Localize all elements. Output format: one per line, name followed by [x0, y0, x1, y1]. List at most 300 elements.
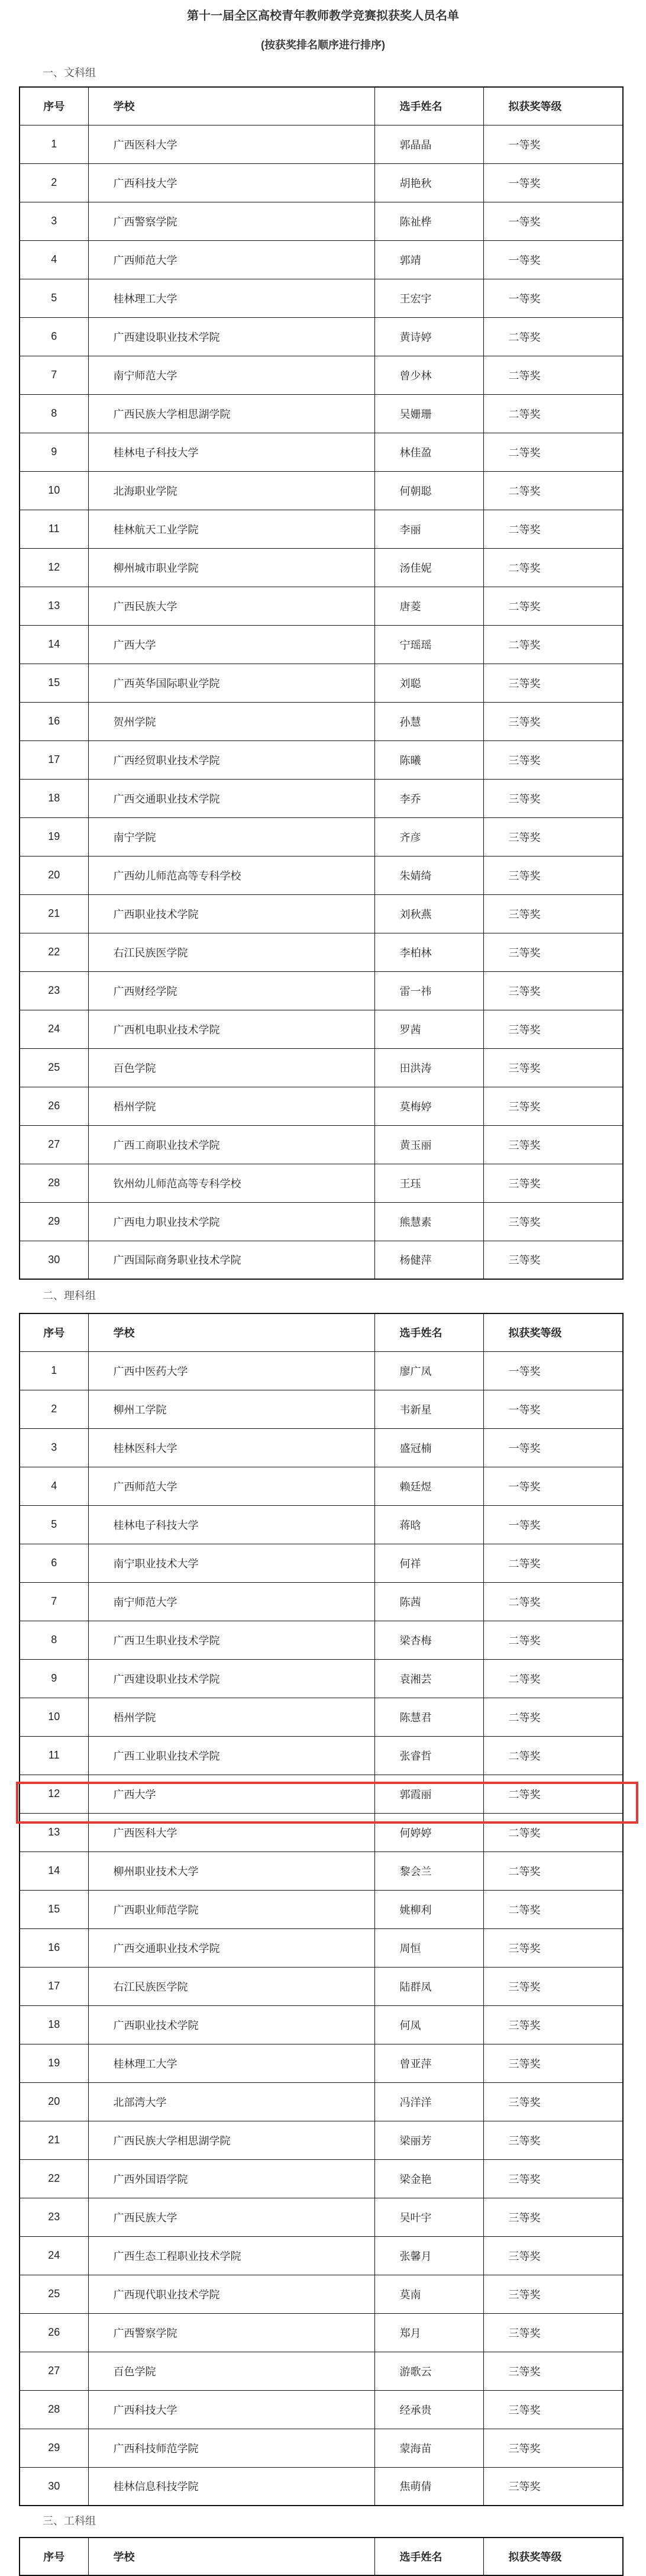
award-cell: 一等奖 — [483, 240, 623, 279]
table-row — [20, 856, 623, 894]
award-cell: 一等奖 — [483, 1390, 623, 1428]
school-cell: 广西生态工程职业技术学院 — [88, 2236, 374, 2275]
award-cell: 一等奖 — [483, 125, 623, 163]
award-cell: 三等奖 — [483, 2159, 623, 2198]
school-cell: 广西机电职业技术学院 — [88, 1010, 374, 1048]
award-cell: 二等奖 — [483, 1582, 623, 1621]
row-no-cell: 29 — [20, 1202, 88, 1241]
contestant-cell: 何凤 — [374, 2005, 483, 2044]
contestant-cell: 何祥 — [374, 1544, 483, 1582]
contestant-cell: 黎会兰 — [374, 1852, 483, 1890]
contestant-cell: 韦新星 — [374, 1390, 483, 1428]
school-cell: 南宁学院 — [88, 817, 374, 856]
award-cell: 二等奖 — [483, 587, 623, 625]
table-row — [20, 1164, 623, 1202]
contestant-cell: 莫梅婷 — [374, 1087, 483, 1125]
award-cell: 二等奖 — [483, 625, 623, 664]
contestant-cell: 熊慧素 — [374, 1202, 483, 1241]
school-cell: 广西交通职业技术学院 — [88, 779, 374, 817]
column-header: 选手姓名 — [374, 2538, 483, 2575]
school-cell: 广西大学 — [88, 1775, 374, 1813]
contestant-cell: 何婷婷 — [374, 1813, 483, 1852]
contestant-cell: 蒋晗 — [374, 1505, 483, 1544]
award-cell: 一等奖 — [483, 202, 623, 240]
award-cell: 二等奖 — [483, 1698, 623, 1736]
contestant-cell: 曾亚萍 — [374, 2044, 483, 2082]
table-row — [20, 1125, 623, 1164]
row-no-cell: 14 — [20, 625, 88, 664]
award-cell: 二等奖 — [483, 394, 623, 433]
school-cell: 广西交通职业技术学院 — [88, 1928, 374, 1967]
contestant-cell: 郭霞丽 — [374, 1775, 483, 1813]
contestant-cell: 陆群凤 — [374, 1967, 483, 2005]
row-no-cell: 21 — [20, 2121, 88, 2159]
school-cell: 广西警察学院 — [88, 202, 374, 240]
table-row — [20, 1505, 623, 1544]
row-no-cell: 25 — [20, 1048, 88, 1087]
school-cell: 广西幼儿师范高等专科学校 — [88, 856, 374, 894]
award-cell: 三等奖 — [483, 1048, 623, 1087]
row-no-cell: 8 — [20, 394, 88, 433]
table-row — [20, 779, 623, 817]
row-no-cell: 19 — [20, 817, 88, 856]
contestant-cell: 梁金艳 — [374, 2159, 483, 2198]
row-no-cell: 3 — [20, 1428, 88, 1467]
table-row — [20, 1467, 623, 1505]
table-row — [20, 1582, 623, 1621]
column-header: 序号 — [20, 2538, 88, 2575]
award-cell: 一等奖 — [483, 279, 623, 317]
row-no-cell: 10 — [20, 1698, 88, 1736]
school-cell: 桂林电子科技大学 — [88, 1505, 374, 1544]
header-row — [20, 2538, 623, 2575]
row-no-cell: 13 — [20, 587, 88, 625]
row-no-cell: 7 — [20, 356, 88, 394]
table-row — [20, 2429, 623, 2467]
table-row — [20, 163, 623, 202]
table-row — [20, 1967, 623, 2005]
row-no-cell: 16 — [20, 702, 88, 740]
table-row — [20, 1698, 623, 1736]
row-no-cell: 27 — [20, 1125, 88, 1164]
contestant-cell: 周恒 — [374, 1928, 483, 1967]
row-no-cell: 26 — [20, 2313, 88, 2352]
contestant-cell: 廖广凤 — [374, 1351, 483, 1390]
table-row — [20, 702, 623, 740]
award-cell: 三等奖 — [483, 2429, 623, 2467]
table-row — [20, 1928, 623, 1967]
row-no-cell: 15 — [20, 664, 88, 702]
school-cell: 广西建设职业技术学院 — [88, 1659, 374, 1698]
contestant-cell: 郑月 — [374, 2313, 483, 2352]
table-row — [20, 1390, 623, 1428]
award-cell: 三等奖 — [483, 2044, 623, 2082]
school-cell: 广西民族大学相思湖学院 — [88, 2121, 374, 2159]
row-no-cell: 16 — [20, 1928, 88, 1967]
school-cell: 广西职业技术学院 — [88, 2005, 374, 2044]
school-cell: 南宁师范大学 — [88, 356, 374, 394]
table-row — [20, 1048, 623, 1087]
table-row — [20, 1428, 623, 1467]
school-cell: 广西工业职业技术学院 — [88, 1736, 374, 1775]
award-cell: 三等奖 — [483, 2121, 623, 2159]
school-cell: 广西科技大学 — [88, 2390, 374, 2429]
school-cell: 钦州幼儿师范高等专科学校 — [88, 1164, 374, 1202]
school-cell: 广西职业技术学院 — [88, 894, 374, 933]
table-row — [20, 933, 623, 971]
school-cell: 百色学院 — [88, 2352, 374, 2390]
school-cell: 广西建设职业技术学院 — [88, 317, 374, 356]
contestant-cell: 曾少林 — [374, 356, 483, 394]
school-cell: 桂林电子科技大学 — [88, 433, 374, 471]
row-no-cell: 7 — [20, 1582, 88, 1621]
award-cell: 二等奖 — [483, 471, 623, 510]
school-cell: 广西民族大学 — [88, 587, 374, 625]
row-no-cell: 11 — [20, 510, 88, 548]
row-no-cell: 4 — [20, 240, 88, 279]
row-no-cell: 17 — [20, 740, 88, 779]
award-cell: 二等奖 — [483, 1852, 623, 1890]
table-row — [20, 202, 623, 240]
table-row — [20, 1813, 623, 1852]
school-cell: 广西财经学院 — [88, 971, 374, 1010]
row-no-cell: 19 — [20, 2044, 88, 2082]
award-cell: 三等奖 — [483, 1202, 623, 1241]
award-cell: 三等奖 — [483, 933, 623, 971]
column-header: 选手姓名 — [374, 1313, 483, 1351]
school-cell: 广西警察学院 — [88, 2313, 374, 2352]
row-no-cell: 20 — [20, 2082, 88, 2121]
school-cell: 广西现代职业技术学院 — [88, 2275, 374, 2313]
table-row — [20, 2390, 623, 2429]
contestant-cell: 焦萌倩 — [374, 2467, 483, 2506]
row-no-cell: 22 — [20, 2159, 88, 2198]
award-cell: 二等奖 — [483, 1813, 623, 1852]
contestant-cell: 何朝聪 — [374, 471, 483, 510]
table-row — [20, 1351, 623, 1390]
contestant-cell: 陈祉桦 — [374, 202, 483, 240]
row-no-cell: 24 — [20, 1010, 88, 1048]
row-no-cell: 1 — [20, 125, 88, 163]
table-row — [20, 664, 623, 702]
contestant-cell: 陈茜 — [374, 1582, 483, 1621]
contestant-cell: 田洪涛 — [374, 1048, 483, 1087]
school-cell: 柳州职业技术大学 — [88, 1852, 374, 1890]
row-no-cell: 15 — [20, 1890, 88, 1928]
sections-container — [0, 65, 646, 2576]
table-row — [20, 125, 623, 163]
school-cell: 梧州学院 — [88, 1087, 374, 1125]
award-cell: 三等奖 — [483, 856, 623, 894]
award-cell: 三等奖 — [483, 702, 623, 740]
table-row — [20, 587, 623, 625]
table-row — [20, 356, 623, 394]
column-header: 序号 — [20, 87, 88, 125]
award-cell: 二等奖 — [483, 1659, 623, 1698]
column-header: 拟获奖等级 — [483, 1313, 623, 1351]
row-no-cell: 6 — [20, 1544, 88, 1582]
row-no-cell: 8 — [20, 1621, 88, 1659]
contestant-cell: 王珏 — [374, 1164, 483, 1202]
award-cell: 三等奖 — [483, 1010, 623, 1048]
school-cell: 广西国际商务职业技术学院 — [88, 1241, 374, 1279]
table-row — [20, 1890, 623, 1928]
school-cell: 右江民族医学院 — [88, 933, 374, 971]
school-cell: 北海职业学院 — [88, 471, 374, 510]
contestant-cell: 赖廷煜 — [374, 1467, 483, 1505]
row-no-cell: 20 — [20, 856, 88, 894]
row-no-cell: 2 — [20, 1390, 88, 1428]
school-cell: 北部湾大学 — [88, 2082, 374, 2121]
school-cell: 广西师范大学 — [88, 240, 374, 279]
award-cell: 三等奖 — [483, 664, 623, 702]
table-row — [20, 740, 623, 779]
award-cell: 二等奖 — [483, 317, 623, 356]
row-no-cell: 12 — [20, 548, 88, 587]
header-row — [20, 87, 623, 125]
page-subtitle: (按获奖排名顺序进行排序) — [261, 39, 385, 51]
contestant-cell: 汤佳妮 — [374, 548, 483, 587]
table-row — [20, 1736, 623, 1775]
row-no-cell: 5 — [20, 279, 88, 317]
award-cell: 三等奖 — [483, 779, 623, 817]
row-no-cell: 29 — [20, 2429, 88, 2467]
contestant-cell: 张馨月 — [374, 2236, 483, 2275]
table-row — [20, 1775, 623, 1813]
contestant-cell: 经承贵 — [374, 2390, 483, 2429]
table-row — [20, 433, 623, 471]
school-cell: 桂林信息科技学院 — [88, 2467, 374, 2506]
contestant-cell: 梁杏梅 — [374, 1621, 483, 1659]
table-row — [20, 510, 623, 548]
table-row — [20, 2005, 623, 2044]
school-cell: 梧州学院 — [88, 1698, 374, 1736]
row-no-cell: 9 — [20, 433, 88, 471]
award-cell: 三等奖 — [483, 2236, 623, 2275]
contestant-cell: 陈慧君 — [374, 1698, 483, 1736]
school-cell: 桂林理工大学 — [88, 279, 374, 317]
contestant-cell: 黄诗婷 — [374, 317, 483, 356]
school-cell: 桂林理工大学 — [88, 2044, 374, 2082]
row-no-cell: 28 — [20, 1164, 88, 1202]
school-cell: 广西科技师范学院 — [88, 2429, 374, 2467]
contestant-cell: 罗茜 — [374, 1010, 483, 1048]
award-cell: 三等奖 — [483, 2275, 623, 2313]
table-row — [20, 2313, 623, 2352]
award-cell: 三等奖 — [483, 2082, 623, 2121]
row-no-cell: 26 — [20, 1087, 88, 1125]
award-cell: 二等奖 — [483, 1621, 623, 1659]
award-cell: 三等奖 — [483, 1087, 623, 1125]
contestant-cell: 杨健萍 — [374, 1241, 483, 1279]
school-cell: 广西师范大学 — [88, 1467, 374, 1505]
table-row — [20, 1241, 623, 1279]
column-header: 学校 — [88, 1313, 374, 1351]
table-row — [20, 1544, 623, 1582]
awards-table — [19, 86, 624, 1280]
row-no-cell: 24 — [20, 2236, 88, 2275]
award-cell: 三等奖 — [483, 2390, 623, 2429]
award-cell: 三等奖 — [483, 894, 623, 933]
award-cell: 二等奖 — [483, 1890, 623, 1928]
row-no-cell: 6 — [20, 317, 88, 356]
award-cell: 二等奖 — [483, 1775, 623, 1813]
award-cell: 三等奖 — [483, 2198, 623, 2236]
award-cell: 二等奖 — [483, 433, 623, 471]
award-cell: 一等奖 — [483, 1351, 623, 1390]
table-row — [20, 2198, 623, 2236]
contestant-cell: 姚柳利 — [374, 1890, 483, 1928]
award-cell: 三等奖 — [483, 817, 623, 856]
column-header: 选手姓名 — [374, 87, 483, 125]
school-cell: 广西英华国际职业学院 — [88, 664, 374, 702]
contestant-cell: 朱婧绮 — [374, 856, 483, 894]
school-cell: 南宁职业技术大学 — [88, 1544, 374, 1582]
row-no-cell: 3 — [20, 202, 88, 240]
contestant-cell: 吴叶宇 — [374, 2198, 483, 2236]
award-cell: 一等奖 — [483, 163, 623, 202]
school-cell: 柳州工学院 — [88, 1390, 374, 1428]
row-no-cell: 27 — [20, 2352, 88, 2390]
table-row — [20, 2275, 623, 2313]
column-header: 拟获奖等级 — [483, 2538, 623, 2575]
row-no-cell: 12 — [20, 1775, 88, 1813]
school-cell: 百色学院 — [88, 1048, 374, 1087]
award-cell: 一等奖 — [483, 1467, 623, 1505]
award-cell: 一等奖 — [483, 1505, 623, 1544]
header-row — [20, 1313, 623, 1351]
column-header: 学校 — [88, 87, 374, 125]
school-cell: 广西卫生职业技术学院 — [88, 1621, 374, 1659]
school-cell: 广西大学 — [88, 625, 374, 664]
row-no-cell: 14 — [20, 1852, 88, 1890]
row-no-cell: 17 — [20, 1967, 88, 2005]
row-no-cell: 1 — [20, 1351, 88, 1390]
school-cell: 桂林医科大学 — [88, 1428, 374, 1467]
award-cell: 三等奖 — [483, 2313, 623, 2352]
contestant-cell: 蒙海苗 — [374, 2429, 483, 2467]
table-row — [20, 2159, 623, 2198]
school-cell: 广西医科大学 — [88, 1813, 374, 1852]
contestant-cell: 雷一祎 — [374, 971, 483, 1010]
column-header: 序号 — [20, 1313, 88, 1351]
table-row — [20, 1010, 623, 1048]
column-header: 学校 — [88, 2538, 374, 2575]
award-cell: 二等奖 — [483, 1544, 623, 1582]
row-no-cell: 30 — [20, 1241, 88, 1279]
page-title: 第十一届全区高校青年教师教学竞赛拟获奖人员名单 — [187, 9, 459, 22]
school-cell: 南宁师范大学 — [88, 1582, 374, 1621]
contestant-cell: 孙慧 — [374, 702, 483, 740]
table-row — [20, 625, 623, 664]
award-cell: 三等奖 — [483, 1967, 623, 2005]
table-row — [20, 1621, 623, 1659]
school-cell: 广西经贸职业技术学院 — [88, 740, 374, 779]
contestant-cell: 黄玉丽 — [374, 1125, 483, 1164]
contestant-cell: 李乔 — [374, 779, 483, 817]
school-cell: 广西电力职业技术学院 — [88, 1202, 374, 1241]
award-cell: 二等奖 — [483, 356, 623, 394]
section-label: 三、工科组 — [43, 2515, 96, 2527]
contestant-cell: 王宏宇 — [374, 279, 483, 317]
row-no-cell: 23 — [20, 2198, 88, 2236]
contestant-cell: 齐彦 — [374, 817, 483, 856]
table-row — [20, 2467, 623, 2506]
award-cell: 二等奖 — [483, 548, 623, 587]
table-row — [20, 240, 623, 279]
row-no-cell: 9 — [20, 1659, 88, 1698]
award-cell: 三等奖 — [483, 2352, 623, 2390]
award-cell: 三等奖 — [483, 971, 623, 1010]
contestant-cell: 梁丽芳 — [374, 2121, 483, 2159]
school-cell: 贺州学院 — [88, 702, 374, 740]
award-cell: 三等奖 — [483, 740, 623, 779]
school-cell: 广西外国语学院 — [88, 2159, 374, 2198]
table-row — [20, 394, 623, 433]
school-cell: 广西民族大学 — [88, 2198, 374, 2236]
row-no-cell: 4 — [20, 1467, 88, 1505]
table-row — [20, 971, 623, 1010]
contestant-cell: 宁瑶瑶 — [374, 625, 483, 664]
contestant-cell: 莫南 — [374, 2275, 483, 2313]
row-no-cell: 18 — [20, 779, 88, 817]
table-row — [20, 2082, 623, 2121]
awards-table — [19, 1313, 624, 2506]
row-no-cell: 11 — [20, 1736, 88, 1775]
school-cell: 广西中医药大学 — [88, 1351, 374, 1390]
award-cell: 三等奖 — [483, 2467, 623, 2506]
contestant-cell: 郭靖 — [374, 240, 483, 279]
row-no-cell: 21 — [20, 894, 88, 933]
award-cell: 三等奖 — [483, 1164, 623, 1202]
column-header: 拟获奖等级 — [483, 87, 623, 125]
school-cell: 广西职业师范学院 — [88, 1890, 374, 1928]
table-row — [20, 1852, 623, 1890]
school-cell: 广西科技大学 — [88, 163, 374, 202]
contestant-cell: 冯洋洋 — [374, 2082, 483, 2121]
contestant-cell: 李柏林 — [374, 933, 483, 971]
contestant-cell: 盛冠楠 — [374, 1428, 483, 1467]
table-row — [20, 894, 623, 933]
award-cell: 三等奖 — [483, 1241, 623, 1279]
table-row — [20, 2352, 623, 2390]
contestant-cell: 林佳盈 — [374, 433, 483, 471]
table-row — [20, 817, 623, 856]
contestant-cell: 吴姗珊 — [374, 394, 483, 433]
school-cell: 桂林航天工业学院 — [88, 510, 374, 548]
award-cell: 三等奖 — [483, 1928, 623, 1967]
school-cell: 广西民族大学相思湖学院 — [88, 394, 374, 433]
awards-table — [19, 2537, 624, 2576]
contestant-cell: 刘聪 — [374, 664, 483, 702]
award-cell: 三等奖 — [483, 2005, 623, 2044]
contestant-cell: 张睿哲 — [374, 1736, 483, 1775]
table-row — [20, 1202, 623, 1241]
row-no-cell: 2 — [20, 163, 88, 202]
contestant-cell: 郭晶晶 — [374, 125, 483, 163]
award-cell: 三等奖 — [483, 1125, 623, 1164]
table-row — [20, 471, 623, 510]
table-row — [20, 2121, 623, 2159]
contestant-cell: 唐菱 — [374, 587, 483, 625]
row-no-cell: 30 — [20, 2467, 88, 2506]
table-row — [20, 2044, 623, 2082]
award-cell: 二等奖 — [483, 510, 623, 548]
award-cell: 二等奖 — [483, 1736, 623, 1775]
contestant-cell: 李丽 — [374, 510, 483, 548]
row-no-cell: 10 — [20, 471, 88, 510]
contestant-cell: 陈曦 — [374, 740, 483, 779]
